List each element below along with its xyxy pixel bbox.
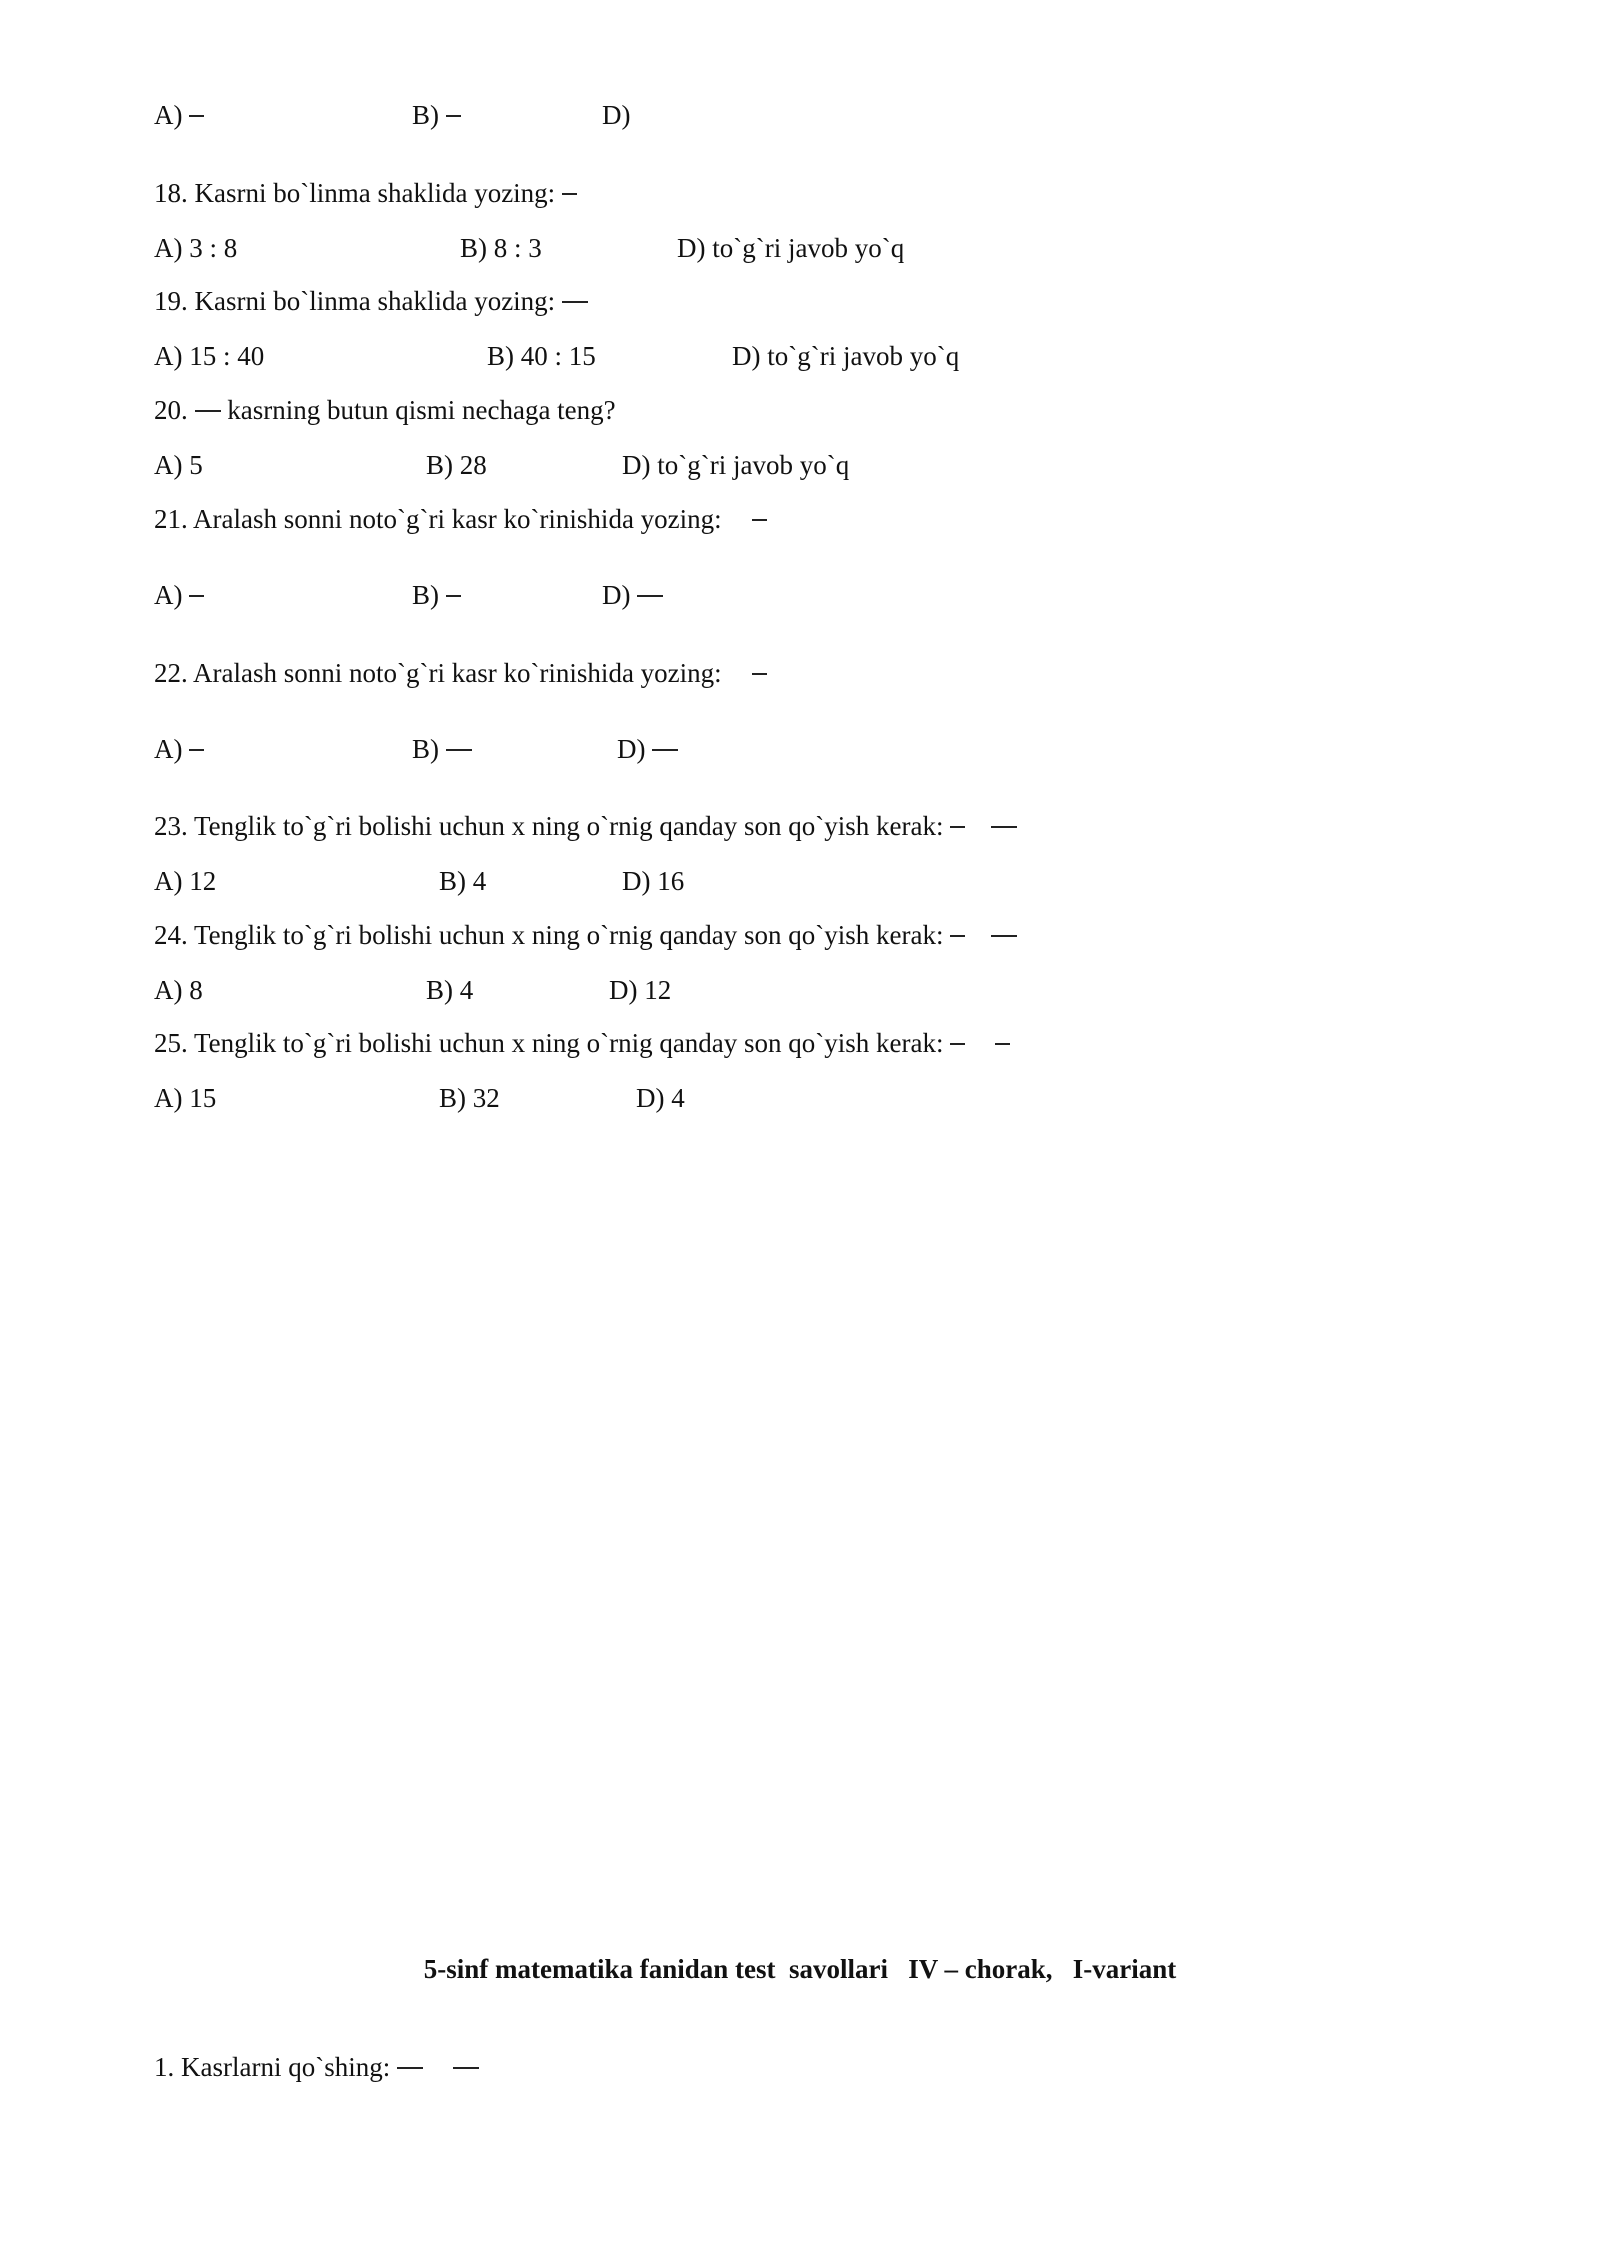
fraction-bar [195,410,221,412]
q18-option-b: B) 8 : 3 [460,233,542,263]
q21-question: 21. Aralash sonni noto`g`ri kasr ko`rinishida yozing: [154,506,767,533]
fraction-bar [189,749,204,751]
q20-option-d: D) to`g`ri javob yo`q [622,450,850,480]
fraction-bar [652,749,678,751]
q19-question: 19. Kasrni bo`linma shaklida yozing: [154,288,588,315]
fraction-bar [189,115,204,117]
q20-option-b: B) 28 [426,450,487,480]
q19-option-b: B) 40 : 15 [487,341,596,371]
q17-option-b: B) [412,102,461,129]
fraction-bar [562,193,577,195]
q18-option-d: D) to`g`ri javob yo`q [677,233,905,263]
q20-option-a: A) 5 [154,450,203,480]
q17-option-d: D) [602,100,631,130]
fraction-bar [752,519,767,521]
q18-option-a: A) 3 : 8 [154,233,238,263]
fraction-bar [446,749,472,751]
q25-option-a: A) 15 [154,1083,217,1113]
section-title: 5-sinf matematika fanidan test savollari IV – chorak, I-variant [423,1954,1177,1984]
fraction-bar [637,595,663,597]
q24-option-d: D) 12 [609,975,672,1005]
fraction-bar [397,2067,423,2069]
fraction-bar [446,115,461,117]
fraction-bar [950,1043,965,1045]
q22-option-b: B) [412,736,472,763]
q21-option-b: B) [412,582,461,609]
q25-option-d: D) 4 [636,1083,685,1113]
q20-question: 20. kasrning butun qismi nechaga teng? [154,395,616,425]
q18-question: 18. Kasrni bo`linma shaklida yozing: [154,180,577,207]
q23-option-a: A) 12 [154,866,217,896]
q23-option-b: B) 4 [439,866,487,896]
fraction-bar [446,595,461,597]
q22-question: 22. Aralash sonni noto`g`ri kasr ko`rinishida yozing: [154,660,767,687]
fraction-bar [991,935,1017,937]
fraction-bar [189,595,204,597]
q23-option-d: D) 16 [622,866,685,896]
q25-option-b: B) 32 [439,1083,500,1113]
q24-option-b: B) 4 [426,975,474,1005]
fraction-bar [950,935,965,937]
fraction-bar [950,826,965,828]
q24-option-a: A) 8 [154,975,203,1005]
fraction-bar [562,301,588,303]
q21-option-a: A) [154,582,204,609]
q24-question: 24. Tenglik to`g`ri bolishi uchun x ning o`rnig qanday son qo`yish kerak: [154,922,1017,949]
q1-question: 1. Kasrlarni qo`shing: [154,2054,479,2081]
fraction-bar [752,673,767,675]
q17-option-a: A) [154,102,204,129]
fraction-bar [991,826,1017,828]
q22-option-a: A) [154,736,204,763]
fraction-bar [453,2067,479,2069]
q23-question: 23. Tenglik to`g`ri bolishi uchun x ning o`rnig qanday son qo`yish kerak: [154,813,1017,840]
q19-option-a: A) 15 : 40 [154,341,265,371]
fraction-bar [995,1043,1010,1045]
q22-option-d: D) [617,736,678,763]
q25-question: 25. Tenglik to`g`ri bolishi uchun x ning o`rnig qanday son qo`yish kerak: [154,1030,1010,1057]
q21-option-d: D) [602,582,663,609]
q19-option-d: D) to`g`ri javob yo`q [732,341,960,371]
